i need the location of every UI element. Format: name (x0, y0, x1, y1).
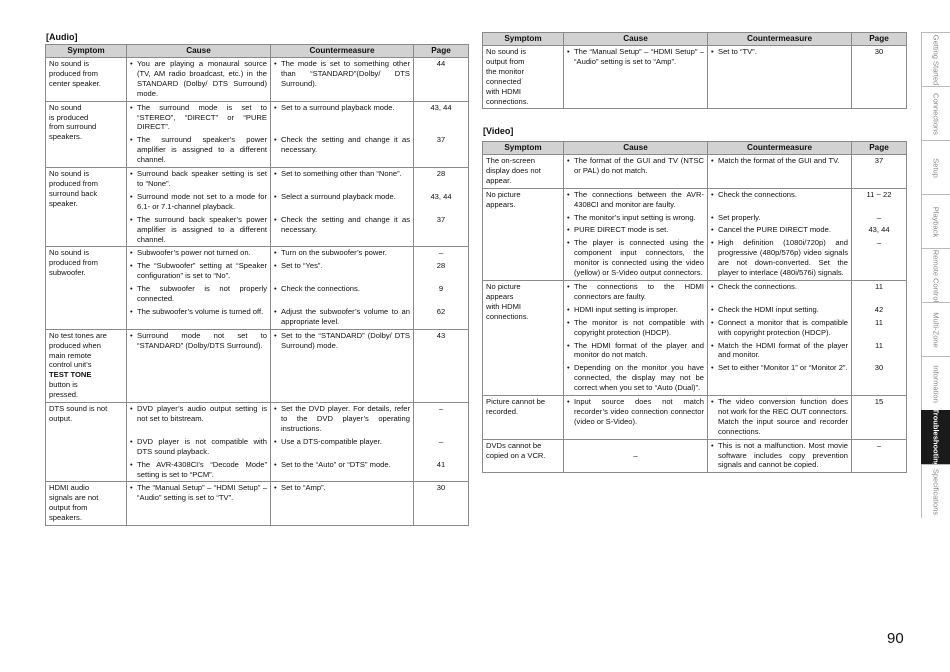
table-row (46, 329, 469, 402)
audio-continued-table (482, 32, 907, 109)
countermeasure-cell (708, 340, 852, 363)
symptom-cell (46, 101, 127, 167)
cause-text: • Depending on the monitor you have connected, the display may not be correct when you set to “Auto (Dual)”. (567, 363, 704, 393)
countermeasure-text: • Set to something other than “None”. (274, 169, 410, 179)
cause-cell (564, 396, 708, 440)
countermeasure-text: • Set to “TV”. (711, 47, 848, 57)
symptom-text: output from (486, 56, 525, 66)
symptom-text: the monitor (486, 66, 524, 76)
symptom-text: appears (486, 291, 514, 301)
cause-cell (127, 283, 271, 306)
symptom-text: Picture cannot be (486, 397, 546, 407)
symptom-text: No sound (49, 102, 82, 112)
cause-text: • The subwoofer is not properly connected. (130, 284, 267, 304)
countermeasure-cell (271, 459, 414, 482)
cause-header: Cause (564, 142, 708, 155)
page-ref: 37 (414, 134, 469, 167)
countermeasure-cell (271, 168, 414, 191)
countermeasure-text: • Check the setting and change it as necessary. (274, 135, 410, 155)
symptom-cell (483, 439, 564, 473)
cause-cell (564, 317, 708, 340)
symptom-text: with HDMI (486, 86, 522, 96)
cause-text: • Input source does not match recorder’s video connection connector (video or S-Video). (567, 397, 704, 427)
tab-troubleshooting[interactable] (921, 408, 950, 467)
table-row (483, 280, 907, 303)
page-ref: – (414, 436, 469, 459)
cause-cell (127, 247, 271, 260)
countermeasure-text: • Connect a monitor that is compatible with copyright protection (HDCP). (711, 318, 848, 338)
cause-cell (564, 340, 708, 363)
countermeasure-cell (708, 362, 852, 395)
countermeasure-cell (271, 329, 414, 402)
page-ref: 11 (852, 317, 907, 340)
symptom-text: No picture (486, 189, 521, 199)
countermeasure-text: • Set to “Amp”. (274, 483, 410, 493)
cause-cell (127, 58, 271, 102)
cause-text: • HDMI input setting is improper. (567, 305, 704, 315)
countermeasure-cell (271, 247, 414, 260)
symptom-header: Symptom (483, 142, 564, 155)
cause-text: • Surround mode not set to a mode for 6.1- or 7.1-channel playback. (130, 192, 267, 212)
page-ref: 42 (852, 304, 907, 317)
cause-cell (564, 237, 708, 280)
symptom-text: appear. (486, 175, 512, 185)
table-row (46, 168, 469, 191)
symptom-header: Symptom (46, 45, 127, 58)
cause-cell (564, 212, 708, 225)
header-row (46, 45, 469, 58)
countermeasure-cell (708, 396, 852, 440)
symptom-cell (46, 247, 127, 329)
symptom-text: No picture (486, 281, 521, 291)
countermeasure-text: • Check the connections. (274, 284, 410, 294)
page-ref: 11 ~ 22 (852, 188, 907, 211)
cause-text: • The surround speaker’s power amplifier is assigned to a different channel. (130, 135, 267, 165)
symptom-text: produced when (49, 340, 101, 350)
cause-text: • The monitor is not compatible with copyright protection (HDCP). (567, 318, 704, 338)
page-ref: 62 (414, 306, 469, 329)
countermeasure-text: • Adjust the subwoofer’s volume to an appropriate level. (274, 307, 410, 327)
tab-setup[interactable] (921, 140, 950, 194)
cause-text: • The subwoofer’s volume is turned off. (130, 307, 267, 317)
symptom-text: is produced (49, 112, 89, 122)
symptom-text: from surround (49, 122, 97, 132)
symptom-text: DTS sound is not (49, 404, 108, 414)
table-row (46, 482, 469, 526)
countermeasure-text: • Check the connections. (711, 190, 848, 200)
tab-multi-zone[interactable] (921, 302, 950, 356)
symptom-cell (483, 46, 564, 109)
tab-label: Getting Started (931, 34, 941, 85)
video-section-title: [Video] (483, 126, 514, 136)
countermeasure-cell (708, 439, 852, 473)
tab-label: Connections (931, 92, 941, 135)
countermeasure-cell (271, 214, 414, 247)
symptom-text: produced from (49, 68, 98, 78)
page-number: 90 (887, 630, 904, 647)
countermeasure-text: • Set to either “Monitor 1” or “Monitor 2”. (711, 363, 848, 373)
page-ref: 30 (414, 482, 469, 526)
header-row (483, 142, 907, 155)
cause-cell (127, 101, 271, 134)
symptom-text: No sound is (49, 59, 90, 68)
symptom-text: produced from (49, 178, 98, 188)
countermeasure-cell (708, 304, 852, 317)
page-ref: 30 (852, 362, 907, 395)
cause-header: Cause (127, 45, 271, 58)
cause-cell (564, 46, 708, 109)
cause-header: Cause (564, 33, 708, 46)
cause-text: • PURE DIRECT mode is set. (567, 225, 704, 235)
countermeasure-text: • Turn on the subwoofer’s power. (274, 248, 410, 258)
symptom-header: Symptom (483, 33, 564, 46)
cause-cell (564, 362, 708, 395)
page-ref: 43, 44 (414, 101, 469, 134)
countermeasure-text: • Check the connections. (711, 282, 848, 292)
page-ref: 30 (852, 46, 907, 109)
page-ref: 28 (414, 168, 469, 191)
cause-text: • The player is connected using the component input connectors, the monitor is connected using the video (yellow) or S-Video output connectors. (567, 238, 704, 278)
cause-cell (127, 403, 271, 436)
page-ref: 15 (852, 396, 907, 440)
cause-cell (564, 280, 708, 303)
countermeasure-header: Countermeasure (708, 33, 852, 46)
symptom-text: connected (486, 76, 522, 86)
countermeasure-cell (271, 260, 414, 283)
page-ref: – (414, 403, 469, 436)
cause-text: • The “Subwoofer” setting at “Speaker configuration” is set to “No”. (130, 261, 267, 281)
symptom-text: output. (49, 414, 73, 423)
symptom-text: center speaker. (49, 78, 101, 88)
countermeasure-text: • The video conversion function does not work for the REC OUT connectors. Match the input source and recorder connections. (711, 397, 848, 437)
cause-text: • The “Manual Setup” – “HDMI Setup” – “Audio” setting is set to “Amp”. (567, 47, 704, 67)
audio-troubleshooting-table (45, 44, 469, 526)
cause-cell (127, 214, 271, 247)
tab-label: Multi-Zone (931, 311, 941, 348)
countermeasure-header: Countermeasure (708, 142, 852, 155)
symptom-text: signals are not (49, 493, 99, 503)
tab-label: Specifications (931, 468, 941, 515)
countermeasure-text: • Set to the “STANDARD” (Dolby/ DTS Surround) mode. (274, 331, 410, 351)
table-row (46, 403, 469, 436)
tab-label: Remote Control (931, 249, 941, 302)
tab-label: Playback (931, 206, 941, 237)
tab-getting-started[interactable] (921, 32, 950, 86)
cause-cell (127, 134, 271, 167)
cause-text: • The surround mode is set to “STEREO”, “DIRECT” or “PURE DIRECT”. (130, 103, 267, 133)
page-ref: 43, 44 (414, 191, 469, 214)
cause-cell (127, 459, 271, 482)
tab-connections[interactable] (921, 86, 950, 140)
tab-playback[interactable] (921, 194, 950, 248)
countermeasure-cell (708, 155, 852, 189)
cause-text: • You are playing a monaural source (TV, AM radio broadcast, etc.) in the STANDARD (Dolby/ DTS Surround) mode. (130, 59, 267, 99)
page-ref: 28 (414, 260, 469, 283)
countermeasure-cell (271, 482, 414, 526)
table-row (483, 155, 907, 189)
page-ref: 11 (852, 340, 907, 363)
symptom-cell (46, 329, 127, 402)
cause-cell (127, 306, 271, 329)
symptom-cell (483, 396, 564, 440)
symptom-text: TEST TONE (49, 370, 92, 380)
symptom-text: produced from (49, 258, 98, 268)
table-row (46, 101, 469, 134)
symptom-text: The on-screen (486, 156, 535, 165)
countermeasure-text: • High definition (1080i/720p) and progressive (480p/576p) video signals are not down-converted. Set the player to interlace (480i/576i) signals. (711, 238, 848, 278)
countermeasure-text: • This is not a malfunction. Most movie software includes copy prevention signals and cannot be copied. (711, 441, 848, 471)
countermeasure-cell (271, 191, 414, 214)
cause-text: • DVD player is not compatible with DTS sound playback. (130, 437, 267, 457)
cause-text: • The monitor’s input setting is wrong. (567, 213, 704, 223)
countermeasure-text: • Cancel the PURE DIRECT mode. (711, 225, 848, 235)
cause-cell (127, 436, 271, 459)
countermeasure-text: • Select a surround playback mode. (274, 192, 410, 202)
cause-cell (564, 224, 708, 237)
page-header: Page (852, 142, 907, 155)
countermeasure-text: • Set the DVD player. For details, refer to the DVD player’s operating instructions. (274, 404, 410, 434)
page-ref: – (852, 439, 907, 473)
cause-text: • Surround mode not set to “STANDARD” (Dolby/DTS Surround). (130, 331, 267, 351)
countermeasure-cell (271, 101, 414, 134)
countermeasure-header: Countermeasure (271, 45, 414, 58)
symptom-text: subwoofer. (49, 268, 86, 278)
page-ref: 44 (414, 58, 469, 102)
table-row (46, 58, 469, 102)
symptom-cell (483, 155, 564, 189)
countermeasure-cell (708, 237, 852, 280)
page-ref: – (852, 237, 907, 280)
countermeasure-cell (708, 224, 852, 237)
page-ref: – (852, 212, 907, 225)
countermeasure-text: • Match the HDMI format of the player and monitor. (711, 341, 848, 361)
cause-text: • The AVR-4308CI’s “Decode Mode” setting is set to “PCM”. (130, 460, 267, 480)
cause-text: • The “Manual Setup” – “HDMI Setup” – “Audio” setting is set to “TV”. (130, 483, 267, 503)
countermeasure-text: • Set properly. (711, 213, 848, 223)
chapter-tabs (921, 32, 950, 518)
countermeasure-text: • The mode is set to something other than “STANDARD”(Dolby/ DTS Surround). (274, 59, 410, 89)
symptom-text: control unit’s (49, 360, 92, 370)
countermeasure-cell (271, 283, 414, 306)
tab-label: Information (931, 364, 941, 403)
table-row (483, 46, 907, 109)
table-row (483, 439, 907, 473)
symptom-text: speaker. (49, 198, 78, 208)
countermeasure-cell (708, 212, 852, 225)
countermeasure-cell (708, 317, 852, 340)
symptom-text: appears. (486, 199, 516, 209)
symptom-text: No sound is (49, 169, 90, 179)
page-ref: 9 (414, 283, 469, 306)
symptom-text: No sound is (486, 47, 527, 56)
symptom-cell (483, 280, 564, 395)
symptom-text: No test tones are (49, 330, 107, 340)
cause-cell (127, 482, 271, 526)
symptom-text: pressed. (49, 390, 79, 400)
tab-remote-control[interactable] (921, 248, 950, 302)
cause-text: • The connections to the HDMI connectors are faulty. (567, 282, 704, 302)
page-ref: – (414, 247, 469, 260)
cause-text: • Surround back speaker setting is set to “None”. (130, 169, 267, 189)
cause-cell (564, 439, 708, 473)
countermeasure-cell (271, 134, 414, 167)
symptom-text: DVDs cannot be (486, 440, 542, 450)
symptom-text: connections. (486, 311, 529, 321)
cause-cell (127, 168, 271, 191)
countermeasure-text: • Check the setting and change it as necessary. (274, 215, 410, 235)
symptom-text: recorded. (486, 406, 519, 416)
countermeasure-cell (271, 436, 414, 459)
cause-cell (564, 304, 708, 317)
countermeasure-text: • Set to a surround playback mode. (274, 103, 410, 113)
symptom-cell (483, 188, 564, 280)
countermeasure-text: • Use a DTS-compatible player. (274, 437, 410, 447)
video-troubleshooting-table (482, 141, 907, 473)
page-ref: 43 (414, 329, 469, 402)
tab-label: Troubleshooting (931, 408, 941, 467)
cause-cell (127, 329, 271, 402)
countermeasure-cell (271, 58, 414, 102)
countermeasure-text: • Set to the “Auto” or “DTS” mode. (274, 460, 410, 470)
symptom-text: button is (49, 380, 78, 390)
cause-text: • The HDMI format of the player and monitor do not match. (567, 341, 704, 361)
symptom-text: surround back (49, 188, 98, 198)
page-header: Page (414, 45, 469, 58)
page-ref: 37 (414, 214, 469, 247)
table-row (46, 247, 469, 260)
page-header: Page (852, 33, 907, 46)
symptom-text: connections. (486, 96, 529, 106)
countermeasure-cell (708, 188, 852, 211)
symptom-text: speakers. (49, 132, 82, 142)
cause-cell (564, 188, 708, 211)
symptom-text: HDMI audio (49, 483, 90, 493)
tab-information[interactable] (921, 356, 950, 410)
symptom-cell (46, 403, 127, 482)
countermeasure-text: • Set to “Yes”. (274, 261, 410, 271)
countermeasure-cell (708, 46, 852, 109)
countermeasure-text: • Check the HDMI input setting. (711, 305, 848, 315)
symptom-text: output from (49, 503, 88, 513)
symptom-cell (46, 58, 127, 102)
cause-cell (127, 260, 271, 283)
cause-cell (564, 155, 708, 189)
cause-text: • The connections between the AVR-4308CI and monitor are faulty. (567, 190, 704, 210)
audio-section-title: [Audio] (46, 32, 78, 42)
header-row (483, 33, 907, 46)
cause-text: – (633, 450, 638, 460)
cause-text: • DVD player’s audio output setting is not set to bitstream. (130, 404, 267, 424)
cause-cell (127, 191, 271, 214)
cause-text: • Subwoofer’s power not turned on. (130, 248, 267, 258)
symptom-text: No sound is (49, 248, 90, 258)
symptom-text: speakers. (49, 513, 82, 523)
cause-text: • The surround back speaker’s power amplifier is assigned to a different channel. (130, 215, 267, 245)
cause-text: • The format of the GUI and TV (NTSC or PAL) do not match. (567, 156, 704, 176)
tab-label: Setup (931, 157, 941, 178)
page-ref: 37 (852, 155, 907, 189)
table-row (483, 188, 907, 211)
symptom-text: copied on a VCR. (486, 450, 546, 460)
symptom-cell (46, 168, 127, 247)
countermeasure-cell (271, 403, 414, 436)
table-row (483, 396, 907, 440)
symptom-cell (46, 482, 127, 526)
symptom-text: with HDMI (486, 301, 522, 311)
tab-specifications[interactable] (921, 464, 950, 518)
page-ref: 43, 44 (852, 224, 907, 237)
countermeasure-text: • Match the format of the GUI and TV. (711, 156, 848, 166)
countermeasure-cell (708, 280, 852, 303)
symptom-text: display does not (486, 165, 541, 175)
symptom-text: main remote (49, 350, 92, 360)
page-ref: 41 (414, 459, 469, 482)
page-ref: 11 (852, 280, 907, 303)
countermeasure-cell (271, 306, 414, 329)
